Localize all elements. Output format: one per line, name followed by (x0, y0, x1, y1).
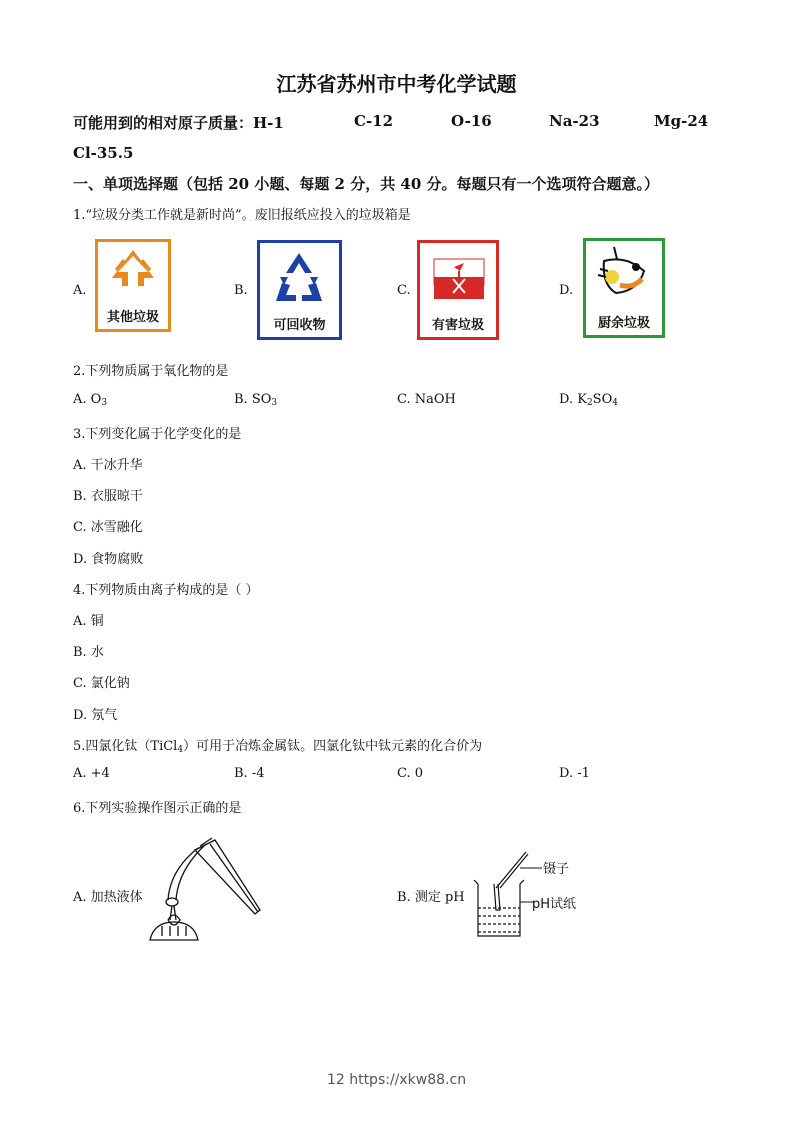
q5-option-d: D. -1 (559, 766, 590, 781)
question-3-stem: 3.下列变化属于化学变化的是 (73, 427, 242, 442)
q2-a-subscript: 3 (101, 398, 108, 408)
other-waste-bin-image (95, 239, 171, 332)
q4-option-c: C. 氯化钠 (73, 676, 130, 691)
q6-option-b: B. 测定 pH (397, 890, 465, 905)
q3-option-b: B. 衣服晾干 (73, 489, 143, 504)
recyclable-bin-image (257, 240, 342, 340)
kitchen-waste-icon (586, 241, 662, 313)
q2-option-c: C. NaOH (397, 392, 456, 407)
atomic-mass-c: C-12 (354, 112, 394, 130)
tweezers-label: 镊子 (543, 862, 570, 877)
q3-option-c: C. 冰雪融化 (73, 520, 143, 535)
q5-option-b: B. -4 (234, 766, 265, 781)
page-footer: 12 https://xkw88.cn (326, 1072, 467, 1088)
section-heading: 一、单项选择题（包括 20 小题、每题 2 分，共 40 分。每题只有一个选项符合题意。） (73, 175, 660, 193)
question-5-stem (73, 735, 482, 755)
atomic-mass-label: 可能用到的相对原子质量：H-1 (73, 114, 284, 132)
q5-subscript: 4 (177, 745, 184, 755)
other-waste-icon (98, 242, 168, 302)
q2-a-formula: A. O (73, 392, 102, 407)
q2-b-formula: B. SO (234, 392, 272, 407)
q5-option-c: C. 0 (397, 766, 424, 781)
q2-b-subscript: 3 (271, 398, 278, 408)
q5-stem-start: 5.四氯化钛（TiCl (73, 739, 178, 754)
q4-option-d: D. 氖气 (73, 708, 118, 723)
question-6-stem: 6.下列实验操作图示正确的是 (73, 801, 242, 816)
q4-option-b: B. 水 (73, 645, 104, 660)
atomic-mass-na: Na-23 (549, 112, 600, 130)
recyclable-label: 可回收物 (273, 318, 326, 333)
ph-paper-label: pH试纸 (532, 897, 577, 912)
q2-option-a (73, 392, 107, 408)
hazardous-bin-image (417, 240, 499, 340)
q4-option-a: A. 铜 (73, 614, 104, 629)
kitchen-waste-label: 厨余垃圾 (597, 316, 650, 331)
q3-option-d: D. 食物腐败 (73, 552, 144, 567)
q5-stem-end: ）可用于冶炼金属钛。四氯化钛中钛元素的化合价为 (183, 739, 483, 754)
hazardous-label: 有害垃圾 (431, 318, 484, 333)
atomic-mass-mg: Mg-24 (654, 112, 709, 130)
kitchen-waste-bin-image (583, 238, 665, 338)
hazardous-icon (420, 243, 496, 315)
q2-option-b (234, 392, 277, 408)
heating-liquid-diagram (140, 830, 270, 955)
q2-d-subscript-1: 2 (586, 398, 593, 408)
q6-option-a: A. 加热液体 (73, 890, 143, 905)
q2-d-formula: D. K (559, 392, 587, 407)
q1-option-c-letter: C. (397, 283, 411, 298)
atomic-mass-o: O-16 (451, 112, 492, 130)
q3-option-a: A. 干冰升华 (73, 458, 143, 473)
page-title: 江苏省苏州市中考化学试题 (276, 72, 517, 96)
q2-d-formula-mid: SO (592, 392, 613, 407)
question-1-stem: 1.“垃圾分类工作就是新时尚”。废旧报纸应投入的垃圾箱是 (73, 208, 411, 223)
q2-option-d (559, 392, 618, 408)
recycle-icon (260, 243, 339, 315)
q5-option-a: A. +4 (73, 766, 110, 781)
q1-option-d-letter: D. (559, 283, 574, 298)
q1-option-a-letter: A. (73, 283, 87, 298)
other-waste-label: 其他垃圾 (106, 310, 159, 325)
q1-option-b-letter: B. (234, 283, 248, 298)
atomic-mass-cl: Cl-35.5 (73, 144, 134, 162)
question-4-stem: 4.下列物质由离子构成的是（ ） (73, 583, 259, 598)
question-2-stem: 2.下列物质属于氧化物的是 (73, 364, 229, 379)
q2-d-subscript-2: 4 (612, 398, 618, 408)
